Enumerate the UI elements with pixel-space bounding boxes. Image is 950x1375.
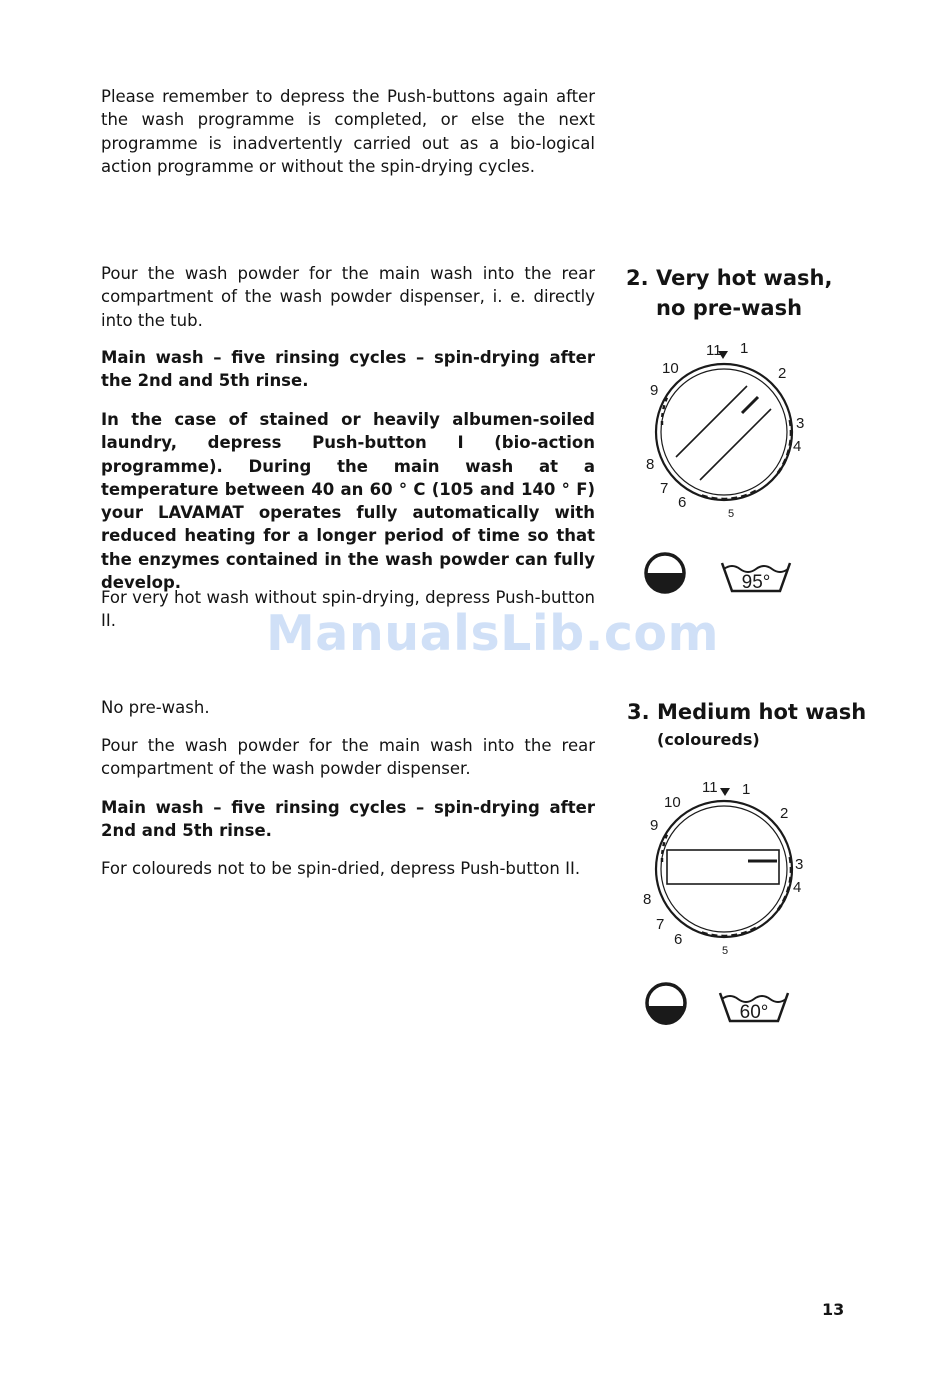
dial-label-6: 6: [674, 931, 683, 948]
wash-tub-icon: [718, 557, 794, 597]
section3-heading-number: 3.: [627, 700, 650, 724]
section3-paragraph-1: No pre-wash.: [101, 698, 210, 717]
dial-label-10: 10: [662, 360, 679, 377]
dial-knob-edge: [676, 386, 747, 457]
dial-label-3: 3: [796, 415, 805, 432]
dial-label-2: 2: [778, 365, 787, 382]
dial-label-6: 6: [678, 494, 687, 511]
section3-heading-line1: Medium hot wash: [657, 700, 867, 724]
dial-label-11: 11: [706, 342, 722, 359]
dial-label-7: 7: [656, 916, 665, 933]
dial-label-1: 1: [742, 781, 751, 798]
section2-paragraph-4: For very hot wash without spin-drying, depress Push-button II.: [101, 588, 595, 631]
dial-label-10: 10: [664, 794, 681, 811]
dial-label-4: 4: [793, 438, 802, 455]
dial-label-3: 3: [795, 856, 804, 873]
dial-label-11: 11: [702, 779, 718, 796]
programme-dial-section3: [630, 772, 830, 957]
dial-tick-arc: [778, 857, 791, 910]
section2-heading-line2: no pre-wash: [656, 296, 803, 320]
dial-label-1: 1: [740, 340, 749, 357]
dial-inner-ring: [661, 369, 787, 495]
dial-label-8: 8: [643, 891, 652, 908]
dial-label-4: 4: [793, 879, 802, 896]
section3-paragraph-2: Pour the wash powder for the main wash into the rear compartment of the wash powder dispenser.: [101, 736, 595, 779]
temperature-label: 60°: [739, 1002, 769, 1023]
wash-tub-icon: [716, 987, 792, 1027]
dial-marker-triangle: [720, 788, 730, 796]
page-number: 13: [822, 1300, 845, 1319]
dial-label-8: 8: [646, 456, 655, 473]
section2-paragraph-3: In the case of stained or heavily albumen-soiled laundry, depress Push-button I (bio-action programme). During the main wash at a temperature between 40 an 60 ° C (105 and 140 ° F) your LAVAMAT operates fully automatically with reduced heating for a longer period of time so that the enzymes contained in the wash powder can fully develop.: [101, 410, 595, 593]
temperature-label: 95°: [741, 572, 771, 593]
section3-paragraph-4: For coloureds not to be spin-dried, depress Push-button II.: [101, 859, 581, 878]
intro-paragraph: Please remember to depress the Push-buttons again after the wash programme is completed, or else the next programme is inadvertently carried out as a bio-logical action programme or without the spin-drying cycles.: [101, 87, 595, 176]
dial-knob-edge: [700, 409, 771, 480]
dial-pointer: [742, 397, 758, 413]
section3-heading-sub: (coloureds): [657, 730, 760, 749]
dial-label-5: 5: [728, 508, 735, 520]
programme-dial-section2: [630, 335, 830, 520]
dial-label-5: 5: [722, 945, 729, 957]
watermark: ManualsLib.com: [266, 605, 720, 662]
section2-heading-number: 2.: [626, 266, 649, 290]
section2-heading-line1: Very hot wash,: [656, 266, 833, 290]
half-filled-circle-icon: [643, 980, 689, 1026]
dial-outer-ring: [656, 364, 792, 500]
dial-label-2: 2: [780, 805, 789, 822]
dial-knob-bar: [667, 850, 779, 884]
half-filled-circle-icon: [642, 550, 688, 596]
dial-label-7: 7: [660, 480, 669, 497]
section3-paragraph-3: Main wash – five rinsing cycles – spin-drying after 2nd and 5th rinse.: [101, 798, 595, 841]
dial-tick-arc: [778, 420, 791, 473]
section2-paragraph-2: Main wash – five rinsing cycles – spin-drying after the 2nd and 5th rinse.: [101, 348, 595, 391]
dial-label-9: 9: [650, 817, 659, 834]
section2-paragraph-1: Pour the wash powder for the main wash into the rear compartment of the wash powder dispenser, i. e. directly into the tub.: [101, 264, 595, 330]
dial-label-9: 9: [650, 382, 659, 399]
